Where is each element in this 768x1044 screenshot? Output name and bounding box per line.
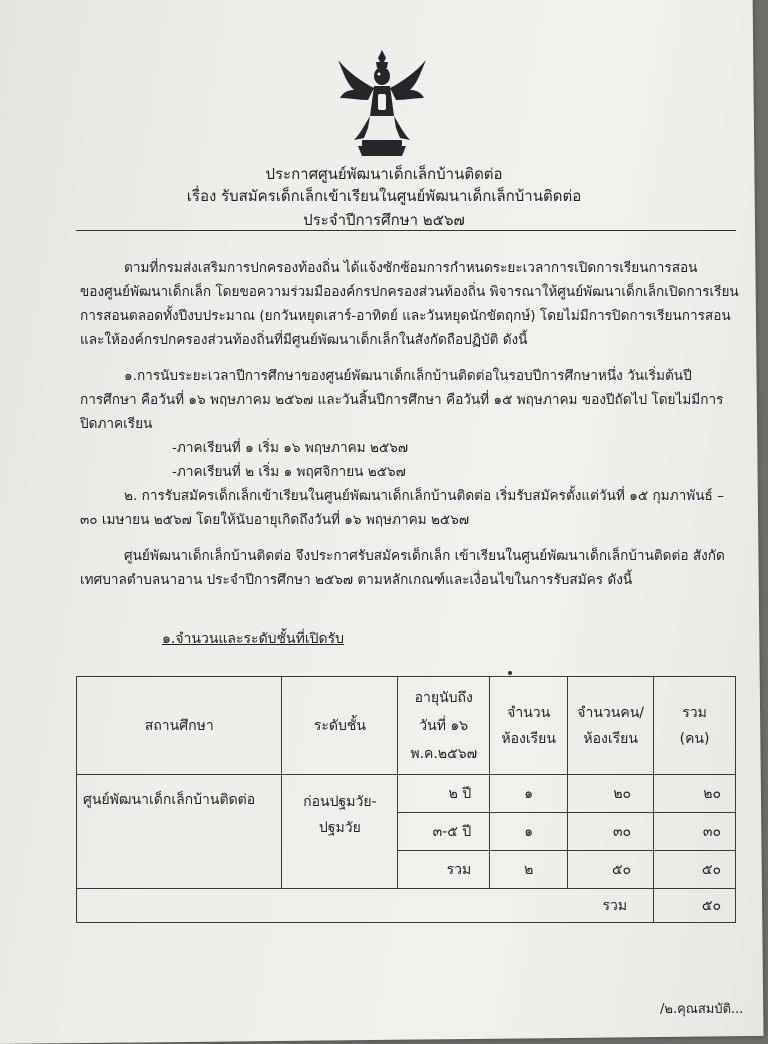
announce-line-2: เทศบาลตำบลนาอาน ประจำปีการศึกษา ๒๕๖๗ ตามหลักเกณฑ์และเงื่อนไขในการรับสมัคร ดังนี้ (80, 572, 633, 588)
grand-total-label: รวม (77, 889, 654, 923)
table-header-row (77, 677, 736, 775)
item2-line-1: ๒. การรับสมัครเด็กเล็กเข้าเรียนในศูนย์พัฒนาเด็กเล็กบ้านติดต่อ เริ่มรับสมัครตั้งแต่วันที่ ๑๕ กุมภาพันธ์ – (124, 488, 724, 504)
header-per-room: จำนวนคน/ ห้องเรียน (568, 677, 654, 775)
cell-per-room: ๒๐ (568, 775, 654, 813)
cell-total: ๕๐ (654, 851, 736, 889)
announcement-subject: เรื่อง รับสมัครเด็กเล็กเข้าเรียนในศูนย์พัฒนาเด็กเล็กบ้านติดต่อ (186, 187, 582, 205)
continuation-note: /๒.คุณสมบัติ... (660, 1002, 744, 1017)
academic-year-line: ประจำปีการศึกษา ๒๕๖๗ (303, 211, 465, 229)
header-divider (76, 230, 736, 231)
intro-line-4: และให้องค์กรปกครองส่วนท้องถิ่นที่มีศูนย์พัฒนาเด็กเล็กในสังกัดถือปฏิบัติ ดังนี้ (80, 332, 528, 348)
cell-total: ๓๐ (654, 813, 736, 851)
cell-age: ๒ ปี (398, 775, 490, 813)
cell-total: ๒๐ (654, 775, 736, 813)
stray-dot (508, 671, 512, 675)
header-age: อายุนับถึง วันที่ ๑๖ พ.ค.๒๕๖๗ (398, 677, 490, 775)
header-total: รวม (คน) (654, 677, 736, 775)
garuda-emblem-icon (334, 48, 430, 158)
header-place: สถานศึกษา (77, 677, 282, 775)
cell-rooms: ๑ (490, 775, 568, 813)
item2-line-2: ๓๐ เมษายน ๒๕๖๗ โดยให้นับอายุเกิดถึงวันที่ ๑๖ พฤษภาคม ๒๕๖๗ (80, 512, 470, 528)
semester-1: -ภาคเรียนที่ ๑ เริ่ม ๑๖ พฤษภาคม ๒๕๖๗ (172, 440, 409, 456)
enrollment-table (76, 676, 736, 923)
intro-line-3: การสอนตลอดทั้งปีงบประมาณ (ยกวันหยุดเสาร์-อาทิตย์ และวันหยุดนักขัตฤกษ์) โดยไม่มีการปิดการเรียนการสอน (80, 308, 731, 324)
item1-line-1: ๑.การนับระยะเวลาปีการศึกษาของศูนย์พัฒนาเด็กเล็กบ้านติดต่อในรอบปีการศึกษาหนึ่ง วันเริ่มต้นปี (124, 368, 692, 384)
cell-rooms: ๑ (490, 813, 568, 851)
cell-subtotal-label: รวม (398, 851, 490, 889)
item1-line-3: ปิดภาคเรียน (80, 416, 153, 432)
table-grand-total-row (77, 889, 736, 923)
section-1-title: ๑.จำนวนและระดับชั้นที่เปิดรับ (162, 631, 345, 647)
intro-line-1: ตามที่กรมส่งเสริมการปกครองท้องถิ่น ได้แจ้งซักซ้อมการกำหนดระยะเวลาการเปิดการเรียนการสอน (124, 260, 698, 276)
intro-line-2: ของศูนย์พัฒนาเด็กเล็ก โดยขอความร่วมมือองค์กรปกครองส่วนท้องถิ่น พิจารณาให้ศูนย์พัฒนาเด็กเล็กเปิดการเรียน (80, 284, 739, 300)
header-level: ระดับชั้น (282, 677, 398, 775)
announcement-title: ประกาศศูนย์พัฒนาเด็กเล็กบ้านติดต่อ (265, 165, 503, 183)
cell-per-room: ๕๐ (568, 851, 654, 889)
cell-rooms: ๒ (490, 851, 568, 889)
item1-line-2: การศึกษา คือวันที่ ๑๖ พฤษภาคม ๒๕๖๗ และวันสิ้นปีการศึกษา คือวันที่ ๑๕ พฤษภาคม ของปีถัดไป โดยไม่มีการ (80, 392, 724, 408)
announce-line-1: ศูนย์พัฒนาเด็กเล็กบ้านติดต่อ จึงประกาศรับสมัครเด็กเล็ก เข้าเรียนในศูนย์พัฒนาเด็กเล็กบ้านติดต่อ สังกัด (124, 548, 725, 564)
grand-total-value: ๕๐ (654, 889, 736, 923)
semester-2: -ภาคเรียนที่ ๒ เริ่ม ๑ พฤศจิกายน ๒๕๖๗ (172, 464, 406, 480)
cell-level: ก่อนปฐมวัย- ปฐมวัย (282, 775, 398, 889)
cell-place: ศูนย์พัฒนาเด็กเล็กบ้านติดต่อ (77, 775, 282, 889)
cell-per-room: ๓๐ (568, 813, 654, 851)
table-row (77, 775, 736, 813)
cell-age: ๓-๕ ปี (398, 813, 490, 851)
header-rooms: จำนวน ห้องเรียน (490, 677, 568, 775)
